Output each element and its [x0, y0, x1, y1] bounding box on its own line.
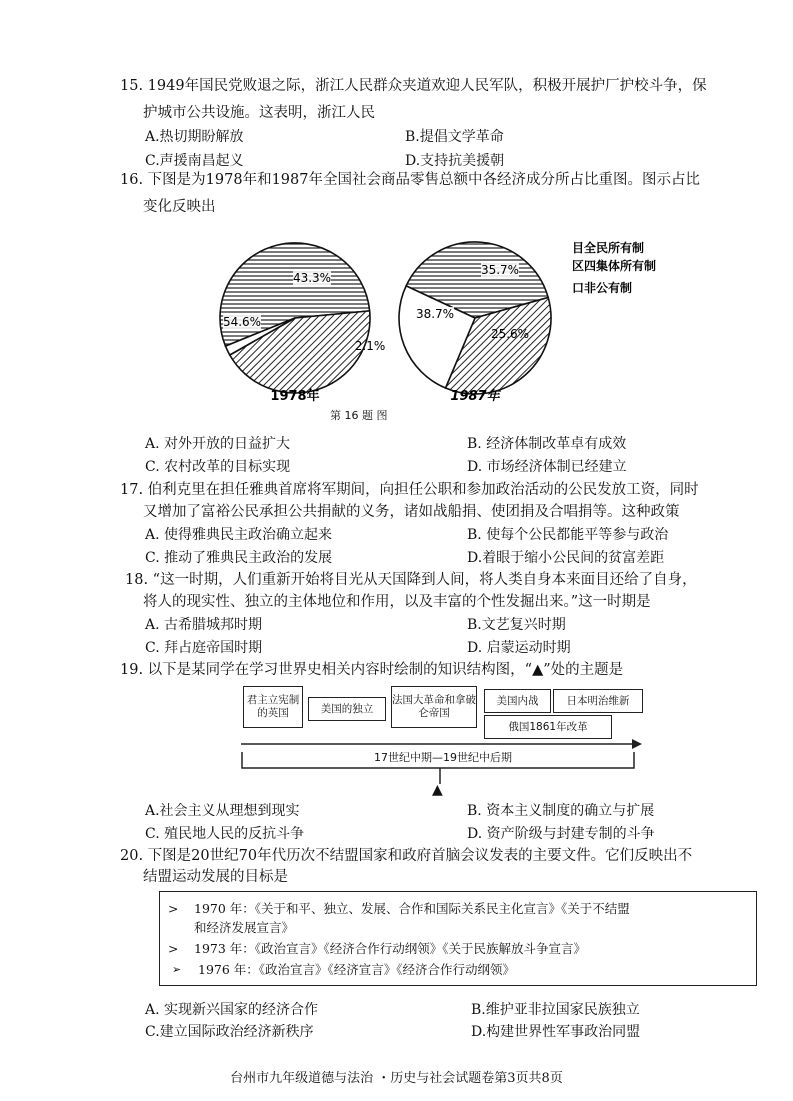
q19-stem-line1: 19. 以下是某同学在学习世界史相关内容时绘制的知识结构图，“▲”处的主题是	[120, 662, 624, 678]
q15-option-c: C.声援南昌起义	[145, 153, 244, 169]
q16-option-a: A. 对外开放的日益扩大	[145, 436, 291, 452]
q19-option-a: A.社会主义从理想到现实	[145, 803, 300, 819]
legend-item-collective: 区四集体所有制	[572, 259, 657, 273]
triangle-marker: ▲	[432, 782, 443, 798]
pie-chart-figure	[200, 222, 720, 428]
q16-stem-line2: 变化反映出	[143, 199, 216, 215]
q17-option-a: A. 使得雅典民主政治确立起来	[145, 527, 333, 543]
timeline-box-meiji-restoration: 日本明治维新	[553, 689, 643, 713]
timeline-box-england: 君主立宪制的英国	[243, 686, 303, 728]
q17-option-c: C. 推动了雅典民主政治的发展	[145, 550, 333, 566]
slice-label-1987年-全民所有制: 38.7%	[415, 307, 455, 321]
slice-label-1978年-集体所有制: 43.3%	[292, 271, 332, 285]
q15-option-d: D.支持抗美援朝	[405, 153, 505, 169]
q20-option-c: C.建立国际政治经济新秩序	[145, 1024, 314, 1040]
slice-label-1987年-集体所有制: 35.7%	[480, 263, 520, 277]
slice-label-1978年-全民所有制: 54.6%	[222, 315, 262, 329]
q18-option-c: C. 拜占庭帝国时期	[145, 640, 263, 656]
q15-option-a: A.热切期盼解放	[145, 129, 244, 145]
pie-1978	[220, 243, 389, 393]
q20-option-a: A. 实现新兴国家的经济合作	[145, 1002, 319, 1018]
q16-option-c: C. 农村改革的目标实现	[145, 459, 291, 475]
legend-item-nonpublic: 口非公有制	[572, 281, 633, 295]
legend-item-state: 目全民所有制	[572, 241, 645, 255]
timeline-box-russia-reform: 俄国1861年改革	[484, 715, 612, 739]
q20-stem-line2: 结盟运动发展的目标是	[143, 869, 288, 885]
q18-stem-line2: 将人的现实性、独立的主体地位和作用，以及丰富的个性发掘出来。”这一时期是	[143, 594, 651, 610]
pie-1987	[399, 242, 551, 394]
pie-title-1978: 1978年	[270, 389, 320, 404]
timeline-period-label: 17世纪中期—19世纪中后期	[374, 751, 512, 764]
doc-line-1976: 1976 年：《政治宣言》《经济宣言》《经济合作行动纲领》	[198, 962, 516, 977]
doc-line-1973: 1973 年：《政治宣言》《经济合作行动纲领》《关于民族解放斗争宣言》	[194, 941, 587, 956]
bullet-icon: ➢	[172, 963, 182, 976]
q16-option-b: B. 经济体制改革卓有成效	[467, 436, 627, 452]
slice-label-1987年-非公有制: 25.6%	[490, 327, 530, 341]
q15-option-b: B.提倡文学革命	[405, 129, 504, 145]
q19-option-c: C. 殖民地人民的反抗斗争	[145, 826, 305, 842]
timeline-box-french-revolution: 法国大革命和拿破仑帝国	[391, 686, 477, 728]
bullet-icon: >	[168, 901, 179, 916]
q18-option-d: D. 启蒙运动时期	[467, 640, 571, 656]
q16-stem-line1: 16. 下图是为1978年和1987年全国社会商品零售总额中各经济成分所占比重图。图示占比	[120, 172, 700, 188]
q15-stem-line2: 护城市公共设施。这表明，浙江人民	[143, 105, 375, 121]
q17-stem-line2: 又增加了富裕公民承担公共捐献的义务，诸如战船捐、使团捐及合唱捐等。这种政策	[143, 504, 680, 520]
figure-16-caption: 第 16 题 图	[330, 409, 388, 422]
q19-option-b: B. 资本主义制度的确立与扩展	[467, 803, 655, 819]
q17-stem-line1: 17. 伯利克里在担任雅典首席将军期间，向担任公职和参加政治活动的公民发放工资，同时	[120, 482, 699, 498]
pie-title-1987: 1987年	[450, 389, 500, 404]
q17-option-d: D.着眼于缩小公民间的贫富差距	[467, 550, 665, 566]
bullet-icon: >	[168, 941, 179, 956]
q19-option-d: D. 资产阶级与封建专制的斗争	[467, 826, 655, 842]
q20-option-b: B.维护亚非拉国家民族独立	[471, 1002, 640, 1018]
page-footer: 台州市九年级道德与法治 ・历史与社会试题卷第3页共8页	[230, 1071, 563, 1086]
q15-stem-line1: 15. 1949年国民党败退之际，浙江人民群众夹道欢迎人民军队，积极开展护厂护校斗争，保	[120, 78, 707, 94]
timeline-box-us-civil-war: 美国内战	[484, 689, 551, 713]
doc-line-1970: 1970 年：《关于和平、独立、发展、合作和国际关系民主化宣言》《关于不结盟	[194, 901, 630, 916]
q16-option-d: D. 市场经济体制已经建立	[467, 459, 627, 475]
doc-line-1970-cont: 和经济发展宣言》	[194, 920, 295, 935]
timeline-box-us-independence: 美国的独立	[308, 697, 386, 721]
q18-stem-line1: 18. “这一时期，人们重新开始将目光从天国降到人间，将人类自身本来面目还给了自身，	[125, 572, 697, 588]
q17-option-b: B. 使每个公民都能平等参与政治	[467, 527, 669, 543]
q18-option-a: A. 古希腊城邦时期	[145, 617, 263, 633]
q18-option-b: B.文艺复兴时期	[467, 617, 566, 633]
q20-stem-line1: 20. 下图是20世纪70年代历次不结盟国家和政府首脑会议发表的主要文件。它们反映出不	[120, 848, 693, 864]
documents-box	[159, 891, 757, 986]
slice-label-1978年-非公有制: 2.1%	[354, 339, 386, 353]
q20-option-d: D.构建世界性军事政治同盟	[471, 1024, 641, 1040]
